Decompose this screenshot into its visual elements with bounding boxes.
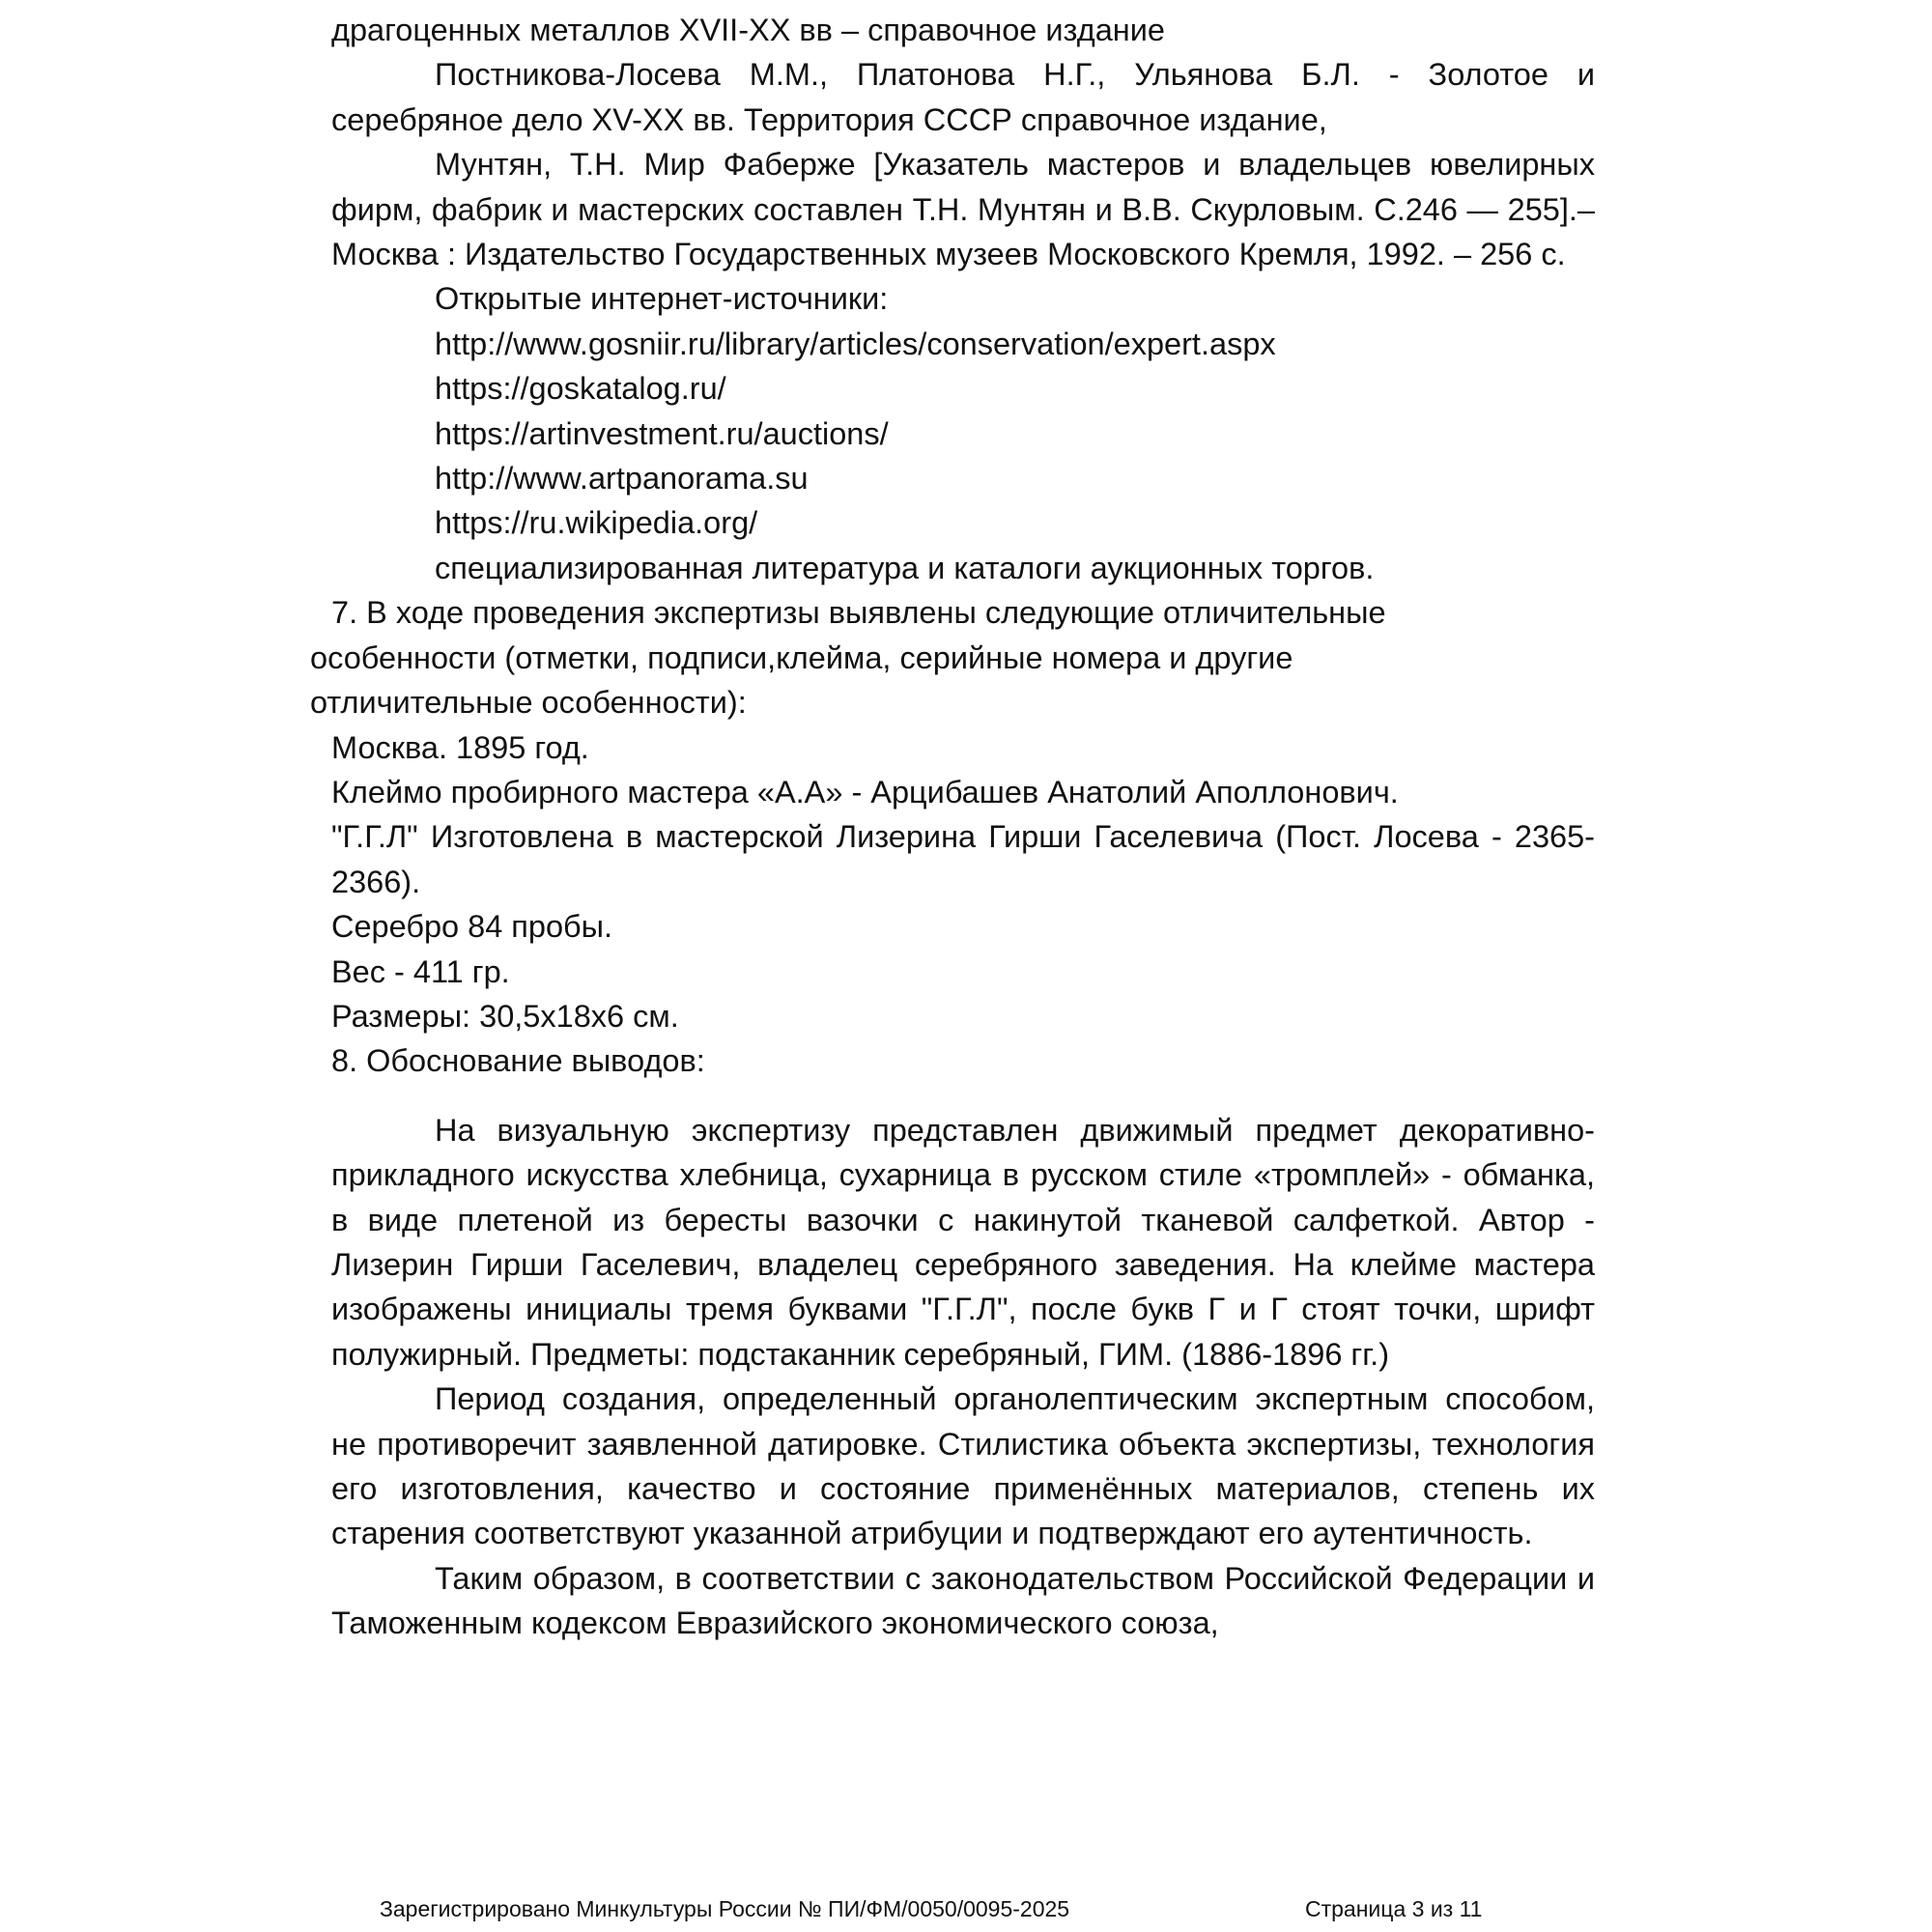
section-7-heading-line-3: отличительные особенности): — [310, 685, 747, 721]
source-link-artinvestment: https://artinvestment.ru/auctions/ — [435, 415, 889, 451]
detail-maker-mark: "Г.Г.Л" Изготовлена в мастерской Лизерина Гирши Гаселевича (Пост. Лосева - 2365-2366). — [331, 819, 1595, 899]
detail-dimensions: Размеры: 30,5х18х6 см. — [331, 998, 679, 1034]
source-link-wikipedia: https://ru.wikipedia.org/ — [435, 505, 758, 541]
source-link-gosniir: http://www.gosniir.ru/library/articles/conservation/expert.aspx — [435, 326, 1276, 361]
source-link-artpanorama: http://www.artpanorama.su — [435, 461, 809, 497]
section-7-heading-line-2: особенности (отметки, подписи,клейма, серийные номера и другие — [310, 639, 1293, 675]
footer-page-number: Страница 3 из 11 — [1305, 1896, 1483, 1921]
detail-weight: Вес - 411 гр. — [331, 953, 510, 989]
section-7-heading-line-1: 7. В ходе проведения экспертизы выявлены следующие отличительные — [331, 595, 1386, 631]
justification-paragraph-2: Период создания, определенный органолептическим экспертным способом, не противоречит заявленной датировке. Стилистика объекта экспертизы, технология его изготовления, качество и состояние применённых материалов, степень их старения соответствуют указанной атрибуции и подтверждают его аутентичность. — [331, 1381, 1595, 1551]
section-8-heading: 8. Обоснование выводов: — [331, 1043, 705, 1079]
detail-place-year: Москва. 1895 год. — [331, 729, 589, 765]
page-body — [310, 8, 1595, 1646]
internet-sources-heading: Открытые интернет-источники: — [435, 281, 889, 317]
footer-registration: Зарегистрировано Минкультуры России № ПИ/ФМ/0050/0095-2025 — [380, 1896, 1070, 1921]
justification-paragraph-3: Таким образом, в соответствии с законодательством Российской Федерации и Таможенным кодексом Евразийского экономического союза, — [331, 1560, 1595, 1641]
literature-note: специализированная литература и каталоги аукционных торгов. — [435, 550, 1375, 585]
detail-silver-standard: Серебро 84 пробы. — [331, 909, 613, 945]
justification-paragraph-1: На визуальную экспертизу представлен движимый предмет декоративно-прикладного искусства хлебница, сухарница в русском стиле «тромплей» - обманка, в виде плетеной из бересты вазочки с накинутой тканевой салфеткой. Автор - Лизерин Гирши Гаселевич, владелец серебряного заведения. На клейме мастера изображены инициалы тремя буквами "Г.Г.Л", после букв Г и Г стоят точки, шрифт полужирный. Предметы: подстаканник серебряный, ГИМ. (1886-1896 гг.) — [331, 1112, 1595, 1372]
detail-assay-master-mark: Клеймо пробирного мастера «А.А» - Арцибашев Анатолий Аполлонович. — [331, 774, 1399, 810]
continuation-line: драгоценных металлов XVII-XX вв – справочное издание — [331, 13, 1165, 47]
reference-postnikova-loseva: Постникова-Лосева М.М., Платонова Н.Г., Ульянова Б.Л. - Золотое и серебряное дело XV-XX вв. Территория СССР справочное издание, — [331, 57, 1595, 137]
reference-muntyan: Мунтян, Т.Н. Мир Фаберже [Указатель мастеров и владельцев ювелирных фирм, фабрик и мастерских составлен Т.Н. Мунтян и В.В. Скурловым. С.246 — 255].– Москва : Издательство Государственных музеев Московского Кремля, 1992. – 256 с. — [331, 147, 1595, 272]
source-link-goskatalog: https://goskatalog.ru/ — [435, 371, 726, 407]
